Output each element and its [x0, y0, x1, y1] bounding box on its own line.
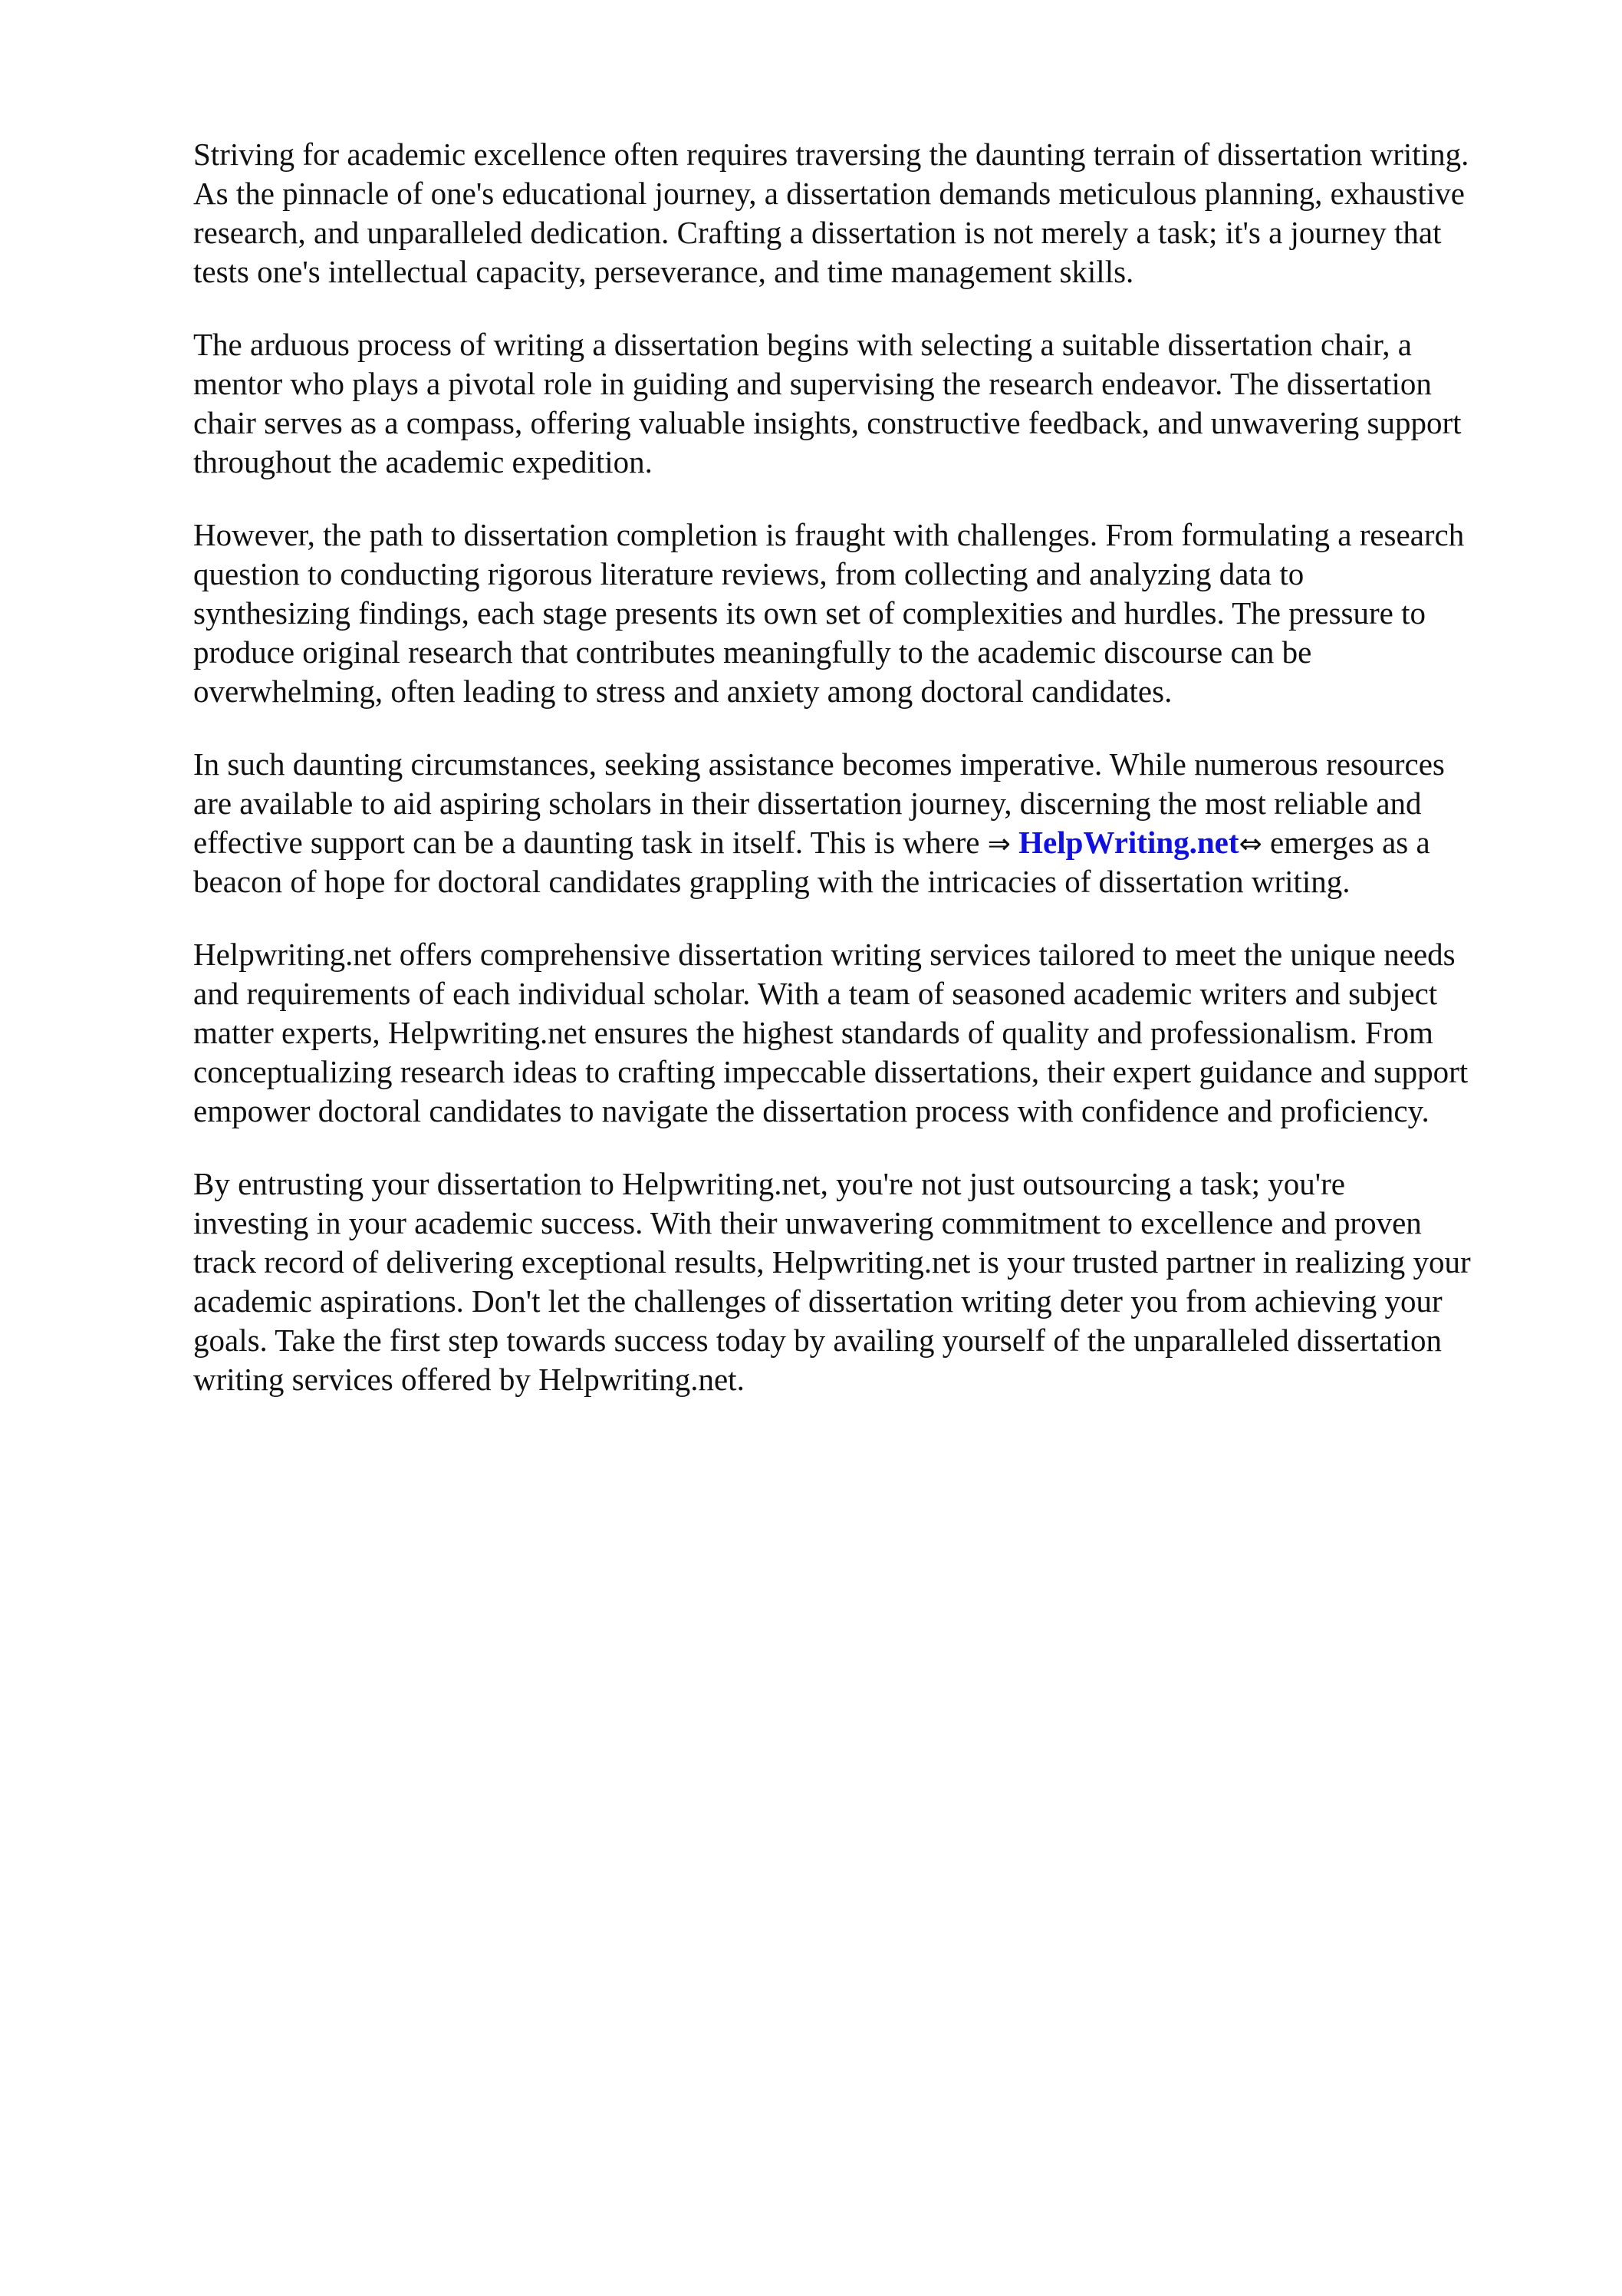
text-line: overwhelming, often leading to stress and anxiety among doctoral candidates. — [193, 674, 1173, 709]
text-line: empower doctoral candidates to navigate the dissertation process with confidence and proficiency. — [193, 1093, 1430, 1128]
text-line: throughout the academic expedition. — [193, 444, 653, 479]
text-line: synthesizing findings, each stage presents its own set of complexities and hurdles. The pressure to — [193, 595, 1426, 631]
text-line: investing in your academic success. With their unwavering commitment to excellence and proven — [193, 1205, 1422, 1240]
paragraph-3 — [193, 516, 1558, 711]
text-line: tests one's intellectual capacity, perseverance, and time management skills. — [193, 254, 1134, 289]
text-line: conceptualizing research ideas to crafting impeccable dissertations, their expert guidance and support — [193, 1054, 1469, 1089]
paragraph-4 — [193, 745, 1558, 901]
text-line: writing services offered by Helpwriting.net. — [193, 1362, 745, 1397]
text-after-link: emerges as a — [1262, 825, 1430, 860]
text-line: beacon of hope for doctoral candidates grappling with the intricacies of dissertation writing. — [193, 864, 1351, 899]
text-line: matter experts, Helpwriting.net ensures the highest standards of quality and professionalism. From — [193, 1015, 1433, 1050]
text-line: Striving for academic excellence often requires traversing the daunting terrain of dissertation writing. — [193, 137, 1469, 172]
text-line: However, the path to dissertation completion is fraught with challenges. From formulating a research — [193, 517, 1465, 552]
paragraph-6 — [193, 1164, 1558, 1399]
text-line: produce original research that contributes meaningfully to the academic discourse can be — [193, 634, 1312, 670]
text-line: track record of delivering exceptional results, Helpwriting.net is your trusted partner in realizing your — [193, 1244, 1471, 1280]
text-line: Helpwriting.net offers comprehensive dissertation writing services tailored to meet the unique needs — [193, 937, 1456, 972]
document-body — [193, 135, 1558, 1433]
text-line: As the pinnacle of one's educational journey, a dissertation demands meticulous planning, exhaustive — [193, 176, 1465, 211]
right-double-arrow-icon: ⇒ — [987, 828, 1011, 860]
left-right-double-arrow-icon: ⇔ — [1239, 828, 1262, 860]
text-before-link: effective support can be a daunting task in itself. This is where — [193, 825, 988, 860]
paragraph-2 — [193, 325, 1558, 482]
text-line: By entrusting your dissertation to Helpwriting.net, you're not just outsourcing a task; you're — [193, 1166, 1345, 1201]
text-line: are available to aid aspiring scholars in their dissertation journey, discerning the most reliable and — [193, 786, 1422, 821]
paragraph-1 — [193, 135, 1558, 292]
text-line-with-link — [193, 823, 1558, 862]
text-line: The arduous process of writing a dissertation begins with selecting a suitable dissertation chair, a — [193, 327, 1412, 362]
text-line: research, and unparalleled dedication. Crafting a dissertation is not merely a task; it's a journey that — [193, 215, 1442, 250]
text-line: academic aspirations. Don't let the challenges of dissertation writing deter you from achieving your — [193, 1283, 1443, 1319]
helpwriting-link[interactable]: HelpWriting.net — [1018, 825, 1239, 860]
text-line: and requirements of each individual scholar. With a team of seasoned academic writers and subject — [193, 976, 1438, 1011]
text-line: mentor who plays a pivotal role in guiding and supervising the research endeavor. The dissertation — [193, 366, 1432, 401]
text-line: question to conducting rigorous literature reviews, from collecting and analyzing data to — [193, 556, 1305, 591]
text-line: chair serves as a compass, offering valuable insights, constructive feedback, and unwavering support — [193, 405, 1462, 440]
text-line: In such daunting circumstances, seeking assistance becomes imperative. While numerous resources — [193, 746, 1445, 782]
text-line: goals. Take the first step towards success today by availing yourself of the unparalleled dissertation — [193, 1323, 1442, 1358]
paragraph-5 — [193, 935, 1558, 1131]
